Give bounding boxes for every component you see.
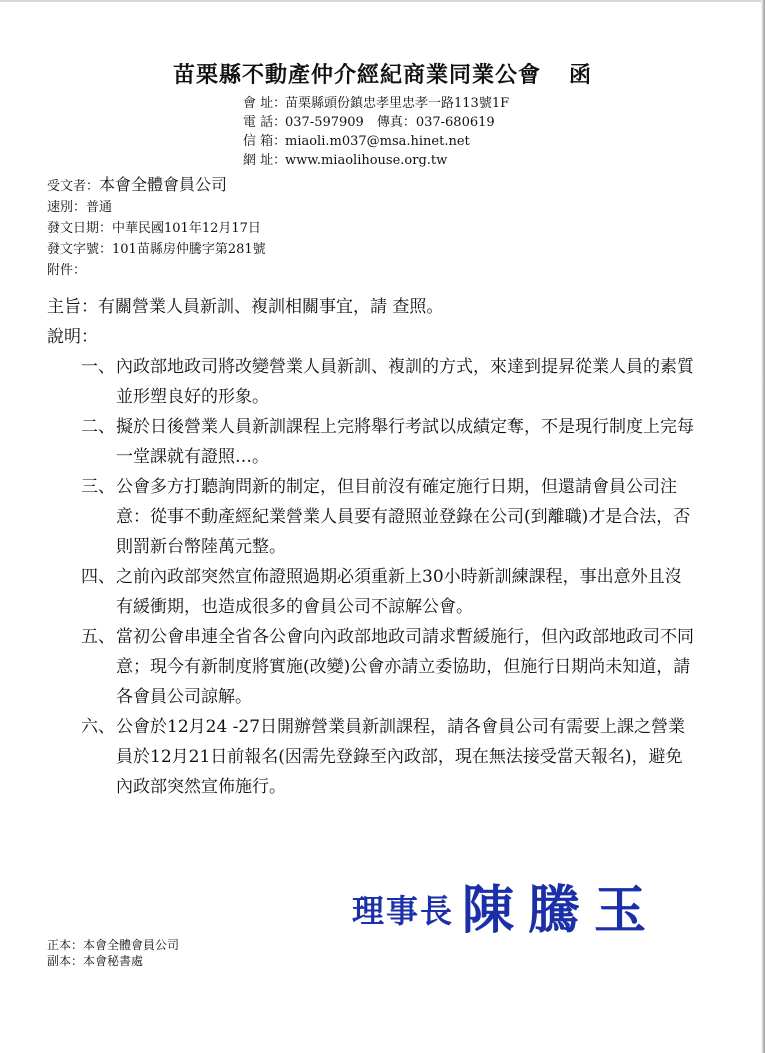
docno-row: 發文字號：101苗縣房仲騰字第281號 <box>47 242 266 257</box>
recipient-row: 受文者：本會全體會員公司 <box>47 175 228 194</box>
subject-text: 有關營業人員新訓、複訓相關事宜，請 查照。 <box>98 297 444 317</box>
contact-email: 信 箱：miaoli.m037@msa.hinet.net <box>243 134 470 149</box>
recipient-value: 本會全體會員公司 <box>99 175 228 194</box>
list-item: 四、 之前內政部突然宣佈證照過期必須重新上30小時新訓練課程，事出意外且沒有緩衝期，也造成很多的會員公司不諒解公會。 <box>81 567 682 617</box>
list-item: 三、 公會多方打聽詢問新的制定，但目前沒有確定施行日期，但還請會員公司注意：從事不動產經紀業營業人員要有證照並登錄在公司(到離職)才是合法，否則罰新台幣陸萬元整。 <box>81 477 691 557</box>
list-item: 六、 公會於12月24 -27日開辦營業員新訓課程，請各會員公司有需要上課之營業員於12月21日前報名(因需先登錄至內政部，現在無法接受當天報名)，避免內政部突然宣佈施行。 <box>81 717 686 797</box>
contact-block <box>243 94 509 170</box>
list-item: 二、 擬於日後營業人員新訓課程上完將舉行考試以成績定奪，不是現行制度上完每一堂課就有證照…。 <box>81 417 694 467</box>
signature-name: 陳騰玉 <box>462 880 661 941</box>
contact-phone: 電 話：037-597909 傳真：037-680619 <box>243 115 495 130</box>
list-item: 一、 內政部地政司將改變營業人員新訓、複訓的方式，來達到提昇從業人員的素質並形塑良好的形象。 <box>81 357 694 407</box>
explanation-heading: 說明： <box>47 327 98 347</box>
chairman-signature-stamp <box>352 868 660 943</box>
scan-top-edge <box>0 0 765 2</box>
speed-row: 速別：普通 <box>47 200 113 215</box>
signature-title: 理事長 <box>352 892 455 930</box>
subject-label: 主旨： <box>47 297 98 317</box>
contact-website: 網 址：www.miaolihouse.org.tw <box>243 153 448 168</box>
scan-right-edge <box>761 0 765 1053</box>
org-title: 苗栗縣不動產仲介經紀商業同業公會 <box>172 62 541 88</box>
attachment-row: 附件： <box>47 263 87 278</box>
document-title <box>0 58 765 89</box>
original-copy-row: 正本：本會全體會員公司 <box>47 938 180 952</box>
list-item: 五、 當初公會串連全省各公會向內政部地政司請求暫緩施行，但內政部地政司不同意；現今有新制度將實施(改變)公會亦請立委協助，但施行日期尚未知道，請各會員公司諒解。 <box>81 627 694 707</box>
subject-line <box>47 292 443 317</box>
meta-block <box>47 174 266 281</box>
secondary-copy-row: 副本：本會秘書處 <box>47 954 144 968</box>
contact-address: 會 址：苗栗縣頭份鎮忠孝里忠孝一路113號1F <box>243 96 510 111</box>
date-row: 發文日期：中華民國101年12月17日 <box>47 221 261 236</box>
copies-block <box>47 937 179 969</box>
explanation-list <box>81 352 696 802</box>
doc-type: 函 <box>569 62 593 88</box>
